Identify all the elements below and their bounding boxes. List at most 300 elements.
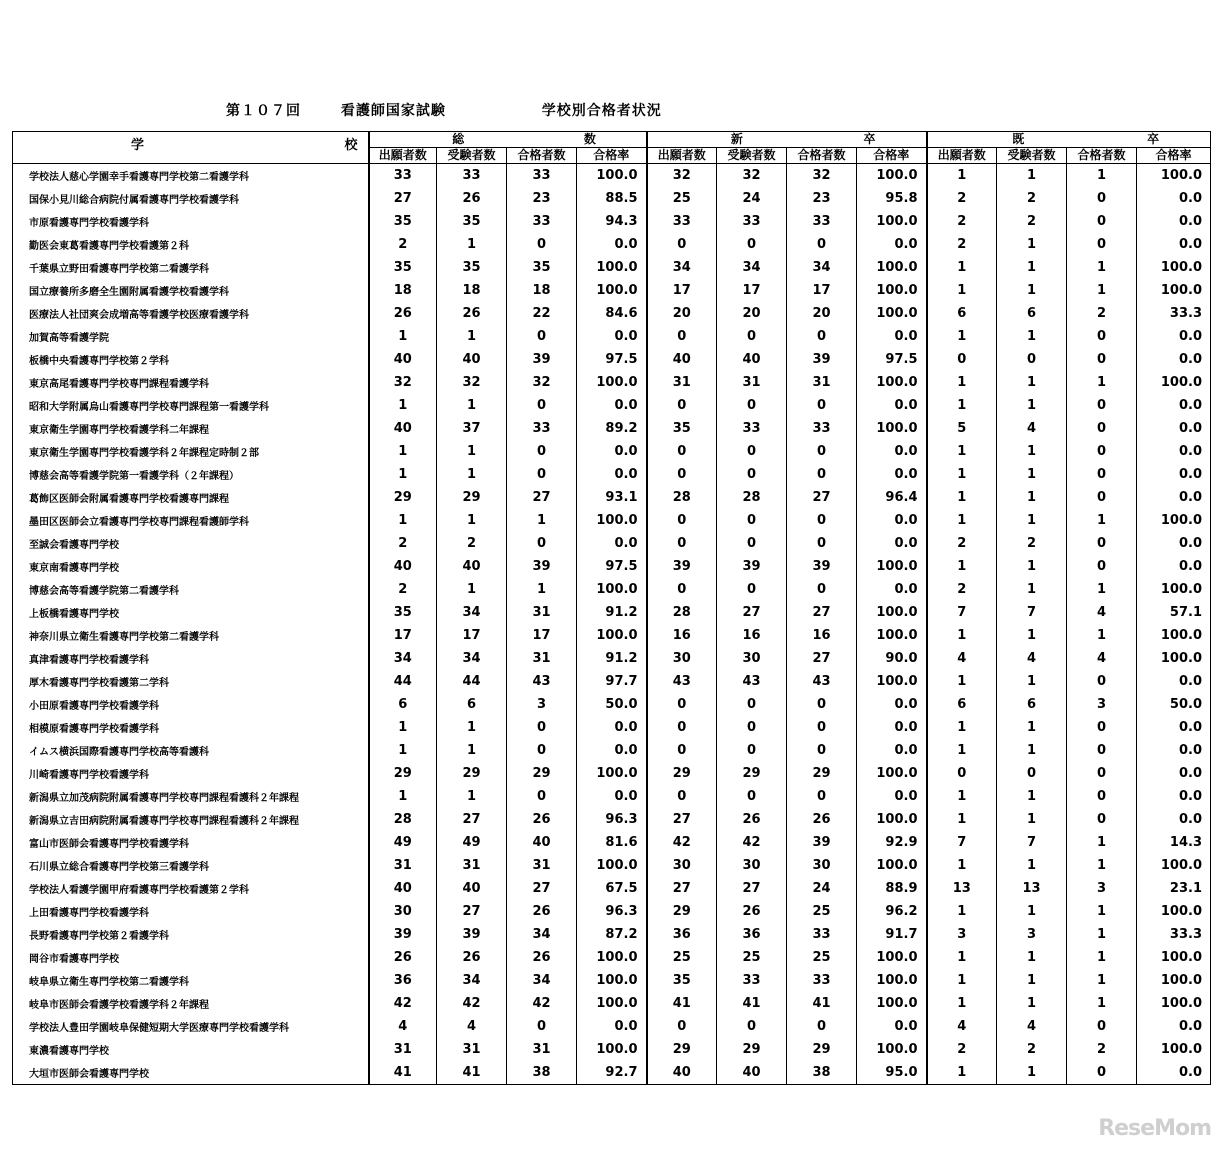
cell-examinees: 4 [437,1015,507,1038]
cell-pass-rate: 100.0 [577,371,647,394]
cell-examinees: 32 [437,371,507,394]
cell-passers: 39 [507,348,577,371]
cell-passers: 0 [787,233,857,256]
cell-applicants: 42 [369,992,437,1015]
cell-pass-rate: 0.0 [577,785,647,808]
cell-passers: 33 [507,210,577,233]
document-title [226,100,696,120]
cell-pass-rate: 100.0 [577,946,647,969]
cell-examinees: 27 [437,808,507,831]
cell-examinees: 1 [997,992,1067,1015]
cell-examinees: 4 [997,1015,1067,1038]
cell-examinees: 40 [437,555,507,578]
cell-examinees: 1 [997,256,1067,279]
cell-pass-rate: 0.0 [857,509,927,532]
cell-passers: 17 [787,279,857,302]
cell-pass-rate: 0.0 [1137,532,1211,555]
cell-pass-rate: 88.9 [857,877,927,900]
cell-applicants: 1 [927,463,997,486]
cell-applicants: 0 [647,1015,717,1038]
cell-passers: 33 [787,210,857,233]
cell-pass-rate: 0.0 [857,325,927,348]
cell-applicants: 1 [369,325,437,348]
cell-applicants: 35 [369,256,437,279]
cell-passers: 1 [1067,831,1137,854]
cell-examinees: 42 [717,831,787,854]
cell-passers: 34 [507,969,577,992]
cell-examinees: 4 [997,417,1067,440]
cell-applicants: 3 [927,923,997,946]
table-row [13,187,1211,210]
cell-examinees: 1 [437,578,507,601]
cell-passers: 27 [787,486,857,509]
cell-examinees: 1 [997,716,1067,739]
cell-passers: 32 [787,164,857,188]
cell-examinees: 1 [437,394,507,417]
table-row [13,210,1211,233]
cell-passers: 0 [787,1015,857,1038]
school-name: 川崎看護専門学校看護学科 [13,762,369,785]
cell-passers: 29 [787,762,857,785]
cell-passers: 0 [787,785,857,808]
cell-passers: 0 [787,325,857,348]
school-name: 至誠会看護専門学校 [13,532,369,555]
cell-examinees: 34 [437,601,507,624]
cell-passers: 31 [507,647,577,670]
cell-examinees: 1 [997,233,1067,256]
cell-applicants: 0 [647,509,717,532]
cell-passers: 33 [787,417,857,440]
cell-pass-rate: 0.0 [577,325,647,348]
cell-passers: 0 [1067,394,1137,417]
cell-applicants: 41 [369,1061,437,1085]
cell-applicants: 1 [927,670,997,693]
cell-examinees: 1 [997,578,1067,601]
cell-applicants: 1 [927,854,997,877]
cell-pass-rate: 95.8 [857,187,927,210]
cell-passers: 1 [1067,509,1137,532]
school-name: 東濃看護専門学校 [13,1038,369,1061]
cell-examinees: 1 [437,509,507,532]
table-row [13,417,1211,440]
header-col-examinees: 受験者数 [437,148,507,164]
cell-passers: 1 [1067,279,1137,302]
cell-passers: 1 [1067,371,1137,394]
cell-pass-rate: 84.6 [577,302,647,325]
cell-passers: 16 [787,624,857,647]
cell-pass-rate: 0.0 [857,233,927,256]
cell-passers: 2 [1067,1038,1137,1061]
cell-examinees: 4 [997,647,1067,670]
school-name: 学校法人看護学園甲府看護専門学校看護第２学科 [13,877,369,900]
school-name: 岡谷市看護専門学校 [13,946,369,969]
cell-passers: 25 [787,900,857,923]
cell-passers: 0 [507,325,577,348]
cell-pass-rate: 67.5 [577,877,647,900]
cell-pass-rate: 92.9 [857,831,927,854]
cell-passers: 31 [507,1038,577,1061]
cell-passers: 29 [787,1038,857,1061]
cell-pass-rate: 0.0 [857,532,927,555]
table-row [13,946,1211,969]
cell-examinees: 39 [717,555,787,578]
header-group-old: 既 卒 [927,132,1211,148]
cell-pass-rate: 95.0 [857,1061,927,1085]
cell-applicants: 44 [369,670,437,693]
cell-pass-rate: 0.0 [577,716,647,739]
cell-examinees: 30 [717,854,787,877]
cell-examinees: 35 [437,210,507,233]
cell-passers: 31 [787,371,857,394]
cell-examinees: 6 [997,302,1067,325]
cell-pass-rate: 100.0 [1137,992,1211,1015]
cell-examinees: 42 [437,992,507,1015]
cell-examinees: 35 [437,256,507,279]
school-name: 学校法人豊田学園岐阜保健短期大学医療専門学校看護学科 [13,1015,369,1038]
cell-applicants: 1 [927,371,997,394]
cell-passers: 0 [507,1015,577,1038]
cell-applicants: 35 [369,210,437,233]
table-row [13,486,1211,509]
table-row [13,578,1211,601]
cell-passers: 0 [507,463,577,486]
cell-applicants: 35 [647,417,717,440]
cell-applicants: 40 [369,877,437,900]
cell-passers: 39 [507,555,577,578]
cell-applicants: 43 [647,670,717,693]
cell-applicants: 28 [647,486,717,509]
cell-examinees: 40 [717,1061,787,1085]
cell-examinees: 1 [997,555,1067,578]
cell-applicants: 2 [369,578,437,601]
cell-applicants: 2 [927,210,997,233]
cell-applicants: 0 [927,348,997,371]
cell-pass-rate: 100.0 [857,256,927,279]
cell-passers: 0 [507,532,577,555]
cell-applicants: 26 [369,302,437,325]
cell-pass-rate: 0.0 [1137,808,1211,831]
cell-examinees: 26 [437,187,507,210]
cell-pass-rate: 100.0 [1137,647,1211,670]
table-row [13,256,1211,279]
cell-examinees: 1 [997,670,1067,693]
cell-passers: 4 [1067,647,1137,670]
cell-applicants: 2 [369,233,437,256]
table-row [13,555,1211,578]
table-row [13,440,1211,463]
cell-examinees: 13 [997,877,1067,900]
cell-pass-rate: 100.0 [1137,509,1211,532]
school-name: 東京南看護専門学校 [13,555,369,578]
cell-pass-rate: 96.4 [857,486,927,509]
cell-applicants: 1 [927,256,997,279]
cell-passers: 26 [507,808,577,831]
cell-examinees: 6 [997,693,1067,716]
title-exam-name: 看護師国家試験 [340,103,446,119]
cell-examinees: 0 [717,785,787,808]
cell-applicants: 40 [369,555,437,578]
cell-applicants: 2 [927,578,997,601]
cell-pass-rate: 100.0 [857,969,927,992]
table-row [13,762,1211,785]
cell-applicants: 1 [369,394,437,417]
cell-passers: 0 [1067,785,1137,808]
cell-examinees: 43 [717,670,787,693]
cell-examinees: 1 [997,486,1067,509]
cell-applicants: 30 [369,900,437,923]
school-name: 葛飾区医師会附属看護専門学校看護専門課程 [13,486,369,509]
cell-passers: 0 [1067,762,1137,785]
table-row [13,693,1211,716]
header-col-passers: 合格者数 [507,148,577,164]
cell-pass-rate: 100.0 [1137,256,1211,279]
header-group-total: 総 数 [369,132,647,148]
header-school: 学 校 [13,132,369,164]
cell-examinees: 27 [717,877,787,900]
cell-pass-rate: 0.0 [857,578,927,601]
cell-examinees: 44 [437,670,507,693]
table-row [13,394,1211,417]
cell-passers: 1 [507,578,577,601]
table-row [13,969,1211,992]
school-name: 加賀高等看護学院 [13,325,369,348]
cell-passers: 0 [1067,555,1137,578]
header-col-applicants: 出願者数 [647,148,717,164]
cell-examinees: 41 [717,992,787,1015]
cell-applicants: 26 [369,946,437,969]
cell-examinees: 1 [997,969,1067,992]
cell-examinees: 20 [717,302,787,325]
header-col-pass-rate: 合格率 [1137,148,1211,164]
cell-passers: 0 [1067,417,1137,440]
table-row [13,601,1211,624]
header-col-passers: 合格者数 [1067,148,1137,164]
cell-applicants: 18 [369,279,437,302]
cell-pass-rate: 0.0 [1137,233,1211,256]
cell-passers: 0 [1067,716,1137,739]
cell-pass-rate: 0.0 [1137,670,1211,693]
cell-examinees: 32 [717,164,787,188]
cell-passers: 1 [1067,256,1137,279]
cell-passers: 40 [507,831,577,854]
cell-passers: 43 [507,670,577,693]
table-row [13,532,1211,555]
cell-examinees: 0 [717,325,787,348]
cell-applicants: 0 [647,532,717,555]
cell-passers: 33 [507,164,577,188]
cell-examinees: 1 [997,624,1067,647]
cell-applicants: 0 [647,325,717,348]
title-subject: 学校別合格者状況 [541,103,662,119]
cell-passers: 0 [1067,325,1137,348]
cell-applicants: 1 [927,1061,997,1085]
cell-examinees: 0 [717,578,787,601]
header-col-examinees: 受験者数 [717,148,787,164]
school-name: 東京衛生学園専門学校看護学科２年課程定時制２部 [13,440,369,463]
cell-passers: 0 [1067,187,1137,210]
cell-applicants: 1 [927,624,997,647]
cell-pass-rate: 81.6 [577,831,647,854]
cell-pass-rate: 100.0 [857,762,927,785]
results-body [13,164,1211,1085]
cell-passers: 0 [1067,486,1137,509]
cell-passers: 39 [787,555,857,578]
cell-examinees: 0 [717,739,787,762]
cell-passers: 33 [507,417,577,440]
header-col-examinees: 受験者数 [997,148,1067,164]
cell-examinees: 1 [997,371,1067,394]
cell-examinees: 40 [437,348,507,371]
cell-pass-rate: 0.0 [1137,555,1211,578]
cell-examinees: 2 [997,1038,1067,1061]
cell-applicants: 1 [369,509,437,532]
cell-pass-rate: 0.0 [1137,348,1211,371]
school-name: 博慈会高等看護学院第一看護学科（２年課程） [13,463,369,486]
school-name: 上板橋看護専門学校 [13,601,369,624]
cell-examinees: 1 [437,440,507,463]
cell-applicants: 0 [647,394,717,417]
cell-applicants: 2 [927,532,997,555]
cell-passers: 0 [787,463,857,486]
cell-passers: 2 [1067,302,1137,325]
cell-pass-rate: 100.0 [857,854,927,877]
school-name: 厚木看護専門学校看護第二学科 [13,670,369,693]
cell-examinees: 18 [437,279,507,302]
cell-passers: 1 [1067,624,1137,647]
cell-examinees: 31 [437,854,507,877]
cell-passers: 30 [787,854,857,877]
header-col-pass-rate: 合格率 [857,148,927,164]
school-name: 大垣市医師会看護専門学校 [13,1061,369,1085]
cell-examinees: 2 [997,187,1067,210]
cell-applicants: 32 [647,164,717,188]
cell-pass-rate: 33.3 [1137,302,1211,325]
cell-examinees: 0 [717,1015,787,1038]
table-row [13,233,1211,256]
cell-applicants: 0 [647,739,717,762]
cell-passers: 38 [507,1061,577,1085]
cell-applicants: 1 [927,946,997,969]
cell-applicants: 31 [647,371,717,394]
cell-passers: 22 [507,302,577,325]
cell-examinees: 34 [717,256,787,279]
cell-examinees: 2 [997,532,1067,555]
cell-passers: 31 [507,854,577,877]
cell-examinees: 7 [997,831,1067,854]
cell-examinees: 16 [717,624,787,647]
school-name: 長野看護専門学校第２看護学科 [13,923,369,946]
header-group-new: 新 卒 [647,132,927,148]
cell-pass-rate: 100.0 [857,164,927,188]
table-row [13,348,1211,371]
cell-pass-rate: 100.0 [577,969,647,992]
cell-pass-rate: 100.0 [1137,1038,1211,1061]
cell-applicants: 42 [647,831,717,854]
cell-applicants: 33 [369,164,437,188]
cell-pass-rate: 100.0 [1137,900,1211,923]
cell-examinees: 1 [997,279,1067,302]
cell-applicants: 34 [647,256,717,279]
cell-passers: 0 [787,693,857,716]
cell-applicants: 30 [647,647,717,670]
cell-passers: 31 [507,601,577,624]
cell-pass-rate: 100.0 [577,762,647,785]
cell-passers: 0 [1067,670,1137,693]
cell-examinees: 0 [717,532,787,555]
school-name: 神奈川県立衛生看護専門学校第二看護学科 [13,624,369,647]
cell-examinees: 1 [997,164,1067,188]
table-row [13,279,1211,302]
cell-pass-rate: 100.0 [577,509,647,532]
cell-examinees: 0 [717,463,787,486]
cell-passers: 0 [787,716,857,739]
school-name: 国立療養所多磨全生園附属看護学校看護学科 [13,279,369,302]
cell-applicants: 30 [647,854,717,877]
cell-pass-rate: 0.0 [577,463,647,486]
cell-pass-rate: 100.0 [857,601,927,624]
cell-examinees: 40 [437,877,507,900]
cell-pass-rate: 0.0 [1137,1061,1211,1085]
cell-examinees: 1 [437,785,507,808]
cell-passers: 26 [787,808,857,831]
cell-examinees: 1 [997,509,1067,532]
table-row [13,785,1211,808]
cell-examinees: 0 [997,762,1067,785]
table-row [13,900,1211,923]
cell-applicants: 32 [369,371,437,394]
cell-examinees: 34 [437,647,507,670]
cell-applicants: 40 [647,348,717,371]
cell-passers: 1 [1067,854,1137,877]
cell-examinees: 27 [437,900,507,923]
cell-applicants: 2 [927,187,997,210]
cell-passers: 1 [1067,923,1137,946]
cell-applicants: 4 [927,1015,997,1038]
cell-pass-rate: 96.3 [577,900,647,923]
cell-pass-rate: 100.0 [577,854,647,877]
cell-examinees: 1 [997,440,1067,463]
cell-passers: 4 [1067,601,1137,624]
cell-passers: 38 [787,1061,857,1085]
cell-passers: 3 [1067,877,1137,900]
cell-passers: 1 [1067,969,1137,992]
school-name: 上田看護専門学校看護学科 [13,900,369,923]
cell-applicants: 31 [369,1038,437,1061]
cell-passers: 1 [1067,164,1137,188]
results-table [12,131,1211,1085]
cell-pass-rate: 100.0 [857,624,927,647]
cell-applicants: 0 [647,785,717,808]
cell-applicants: 27 [647,877,717,900]
cell-passers: 1 [1067,946,1137,969]
cell-examinees: 33 [717,210,787,233]
cell-applicants: 1 [927,716,997,739]
table-row [13,670,1211,693]
cell-examinees: 1 [997,808,1067,831]
cell-pass-rate: 100.0 [1137,164,1211,188]
title-exam-number: 第１０７回 [226,103,301,119]
school-name: 真津看護専門学校看護学科 [13,647,369,670]
cell-passers: 0 [1067,1061,1137,1085]
cell-pass-rate: 0.0 [1137,1015,1211,1038]
cell-pass-rate: 50.0 [577,693,647,716]
cell-pass-rate: 0.0 [577,532,647,555]
cell-examinees: 1 [437,233,507,256]
school-name: 勤医会東葛看護専門学校看護第２科 [13,233,369,256]
cell-examinees: 31 [717,371,787,394]
cell-pass-rate: 0.0 [1137,486,1211,509]
cell-examinees: 49 [437,831,507,854]
